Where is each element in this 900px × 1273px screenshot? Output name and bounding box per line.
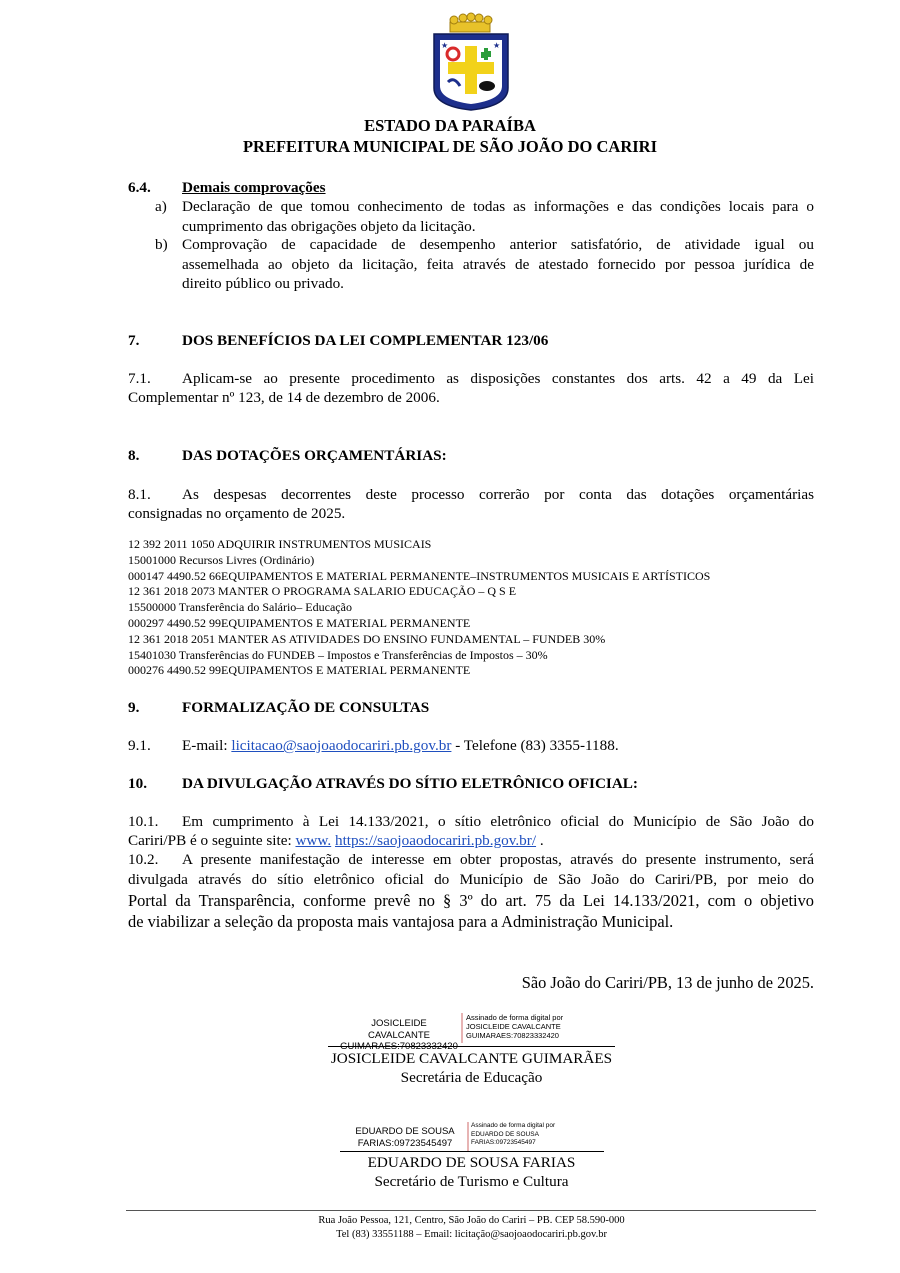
signature-divider xyxy=(461,1013,463,1043)
section-8-title: DAS DOTAÇÕES ORÇAMENTÁRIAS: xyxy=(182,447,447,464)
signer-name: EDUARDO DE SOUSA FARIAS xyxy=(367,1154,576,1171)
coat-of-arms-logo xyxy=(430,12,512,112)
section-7-number: 7. xyxy=(128,332,140,349)
section-6-4-number: 6.4. xyxy=(128,179,151,196)
item-b-line1: Comprovação de capacidade de desempenho anterior satisfatório, de atividade igual ou xyxy=(182,236,814,253)
budget-line: 15401030 Transferências do FUNDEB – Impostos e Transferências de Impostos – 30% xyxy=(128,647,548,662)
svg-text:★: ★ xyxy=(441,41,449,50)
para-8-1-number: 8.1. xyxy=(128,486,151,503)
footer-address: Rua João Pessoa, 121, Centro, São João do Cariri – PB. CEP 58.590-000 xyxy=(318,1215,625,1226)
para-8-1-line2: consignadas no orçamento de 2025. xyxy=(128,505,346,522)
signature-stamp-name xyxy=(346,1126,464,1149)
header-city-hall: PREFEITURA MUNICIPAL DE SÃO JOÃO DO CARIRI xyxy=(242,137,658,156)
stamp-name-line: GUIMARAES:70823332420 xyxy=(340,1041,458,1052)
budget-line: 000297 4490.52 99EQUIPAMENTOS E MATERIAL PERMANENTE xyxy=(128,615,471,630)
signature-line xyxy=(328,1046,615,1047)
svg-text:★: ★ xyxy=(493,41,501,50)
budget-line: 000276 4490.52 99EQUIPAMENTOS E MATERIAL PERMANENTE xyxy=(128,663,471,678)
place-date: São João do Cariri/PB, 13 de junho de 2025. xyxy=(521,973,814,992)
section-6-4-title: Demais comprovações xyxy=(182,179,326,196)
item-b-line2: assemelhada ao objeto da licitação, feita através de atestado fornecido por pessoa jurídica de xyxy=(182,256,814,273)
site-link-url[interactable]: https://saojoaodocariri.pb.gov.br/ xyxy=(334,832,537,849)
para-10-2-number: 10.2. xyxy=(128,851,159,868)
site-link-www[interactable]: www. xyxy=(295,832,332,849)
item-a-line1: Declaração de que tomou conhecimento de todas as informações e das condições locais para o xyxy=(182,198,814,215)
para-7-1-line1: Aplicam-se ao presente procedimento as disposições constantes dos arts. 42 a 49 da Lei xyxy=(182,370,814,387)
phone-text: - Telefone (83) 3355-1188. xyxy=(455,737,619,754)
para-10-2-line2: divulgada através do sítio eletrônico oficial do Município de São João do Cariri/PB, por meio do xyxy=(128,871,814,888)
section-10-title: DA DIVULGAÇÃO ATRAVÉS DO SÍTIO ELETRÔNICO OFICIAL: xyxy=(182,775,638,792)
site-prefix: Cariri/PB é o seguinte site: xyxy=(128,832,292,849)
signature-stamp-note xyxy=(466,1013,563,1040)
budget-line: 15001000 Recursos Livres (Ordinário) xyxy=(128,552,315,567)
signer-role: Secretário de Turismo e Cultura xyxy=(374,1173,569,1190)
footer-contact: Tel (83) 33551188 – Email: licitação@saojoaodocariri.pb.gov.br xyxy=(336,1229,607,1240)
budget-line: 12 361 2018 2051 MANTER AS ATIVIDADES DO ENSINO FUNDAMENTAL – FUNDEB 30% xyxy=(128,631,606,646)
section-9-title: FORMALIZAÇÃO DE CONSULTAS xyxy=(182,699,430,716)
budget-line: 000147 4490.52 66EQUIPAMENTOS E MATERIAL PERMANENTE–INSTRUMENTOS MUSICAIS E ARTÍSTICOS xyxy=(128,568,711,583)
para-10-2-line3: Portal da Transparência, conforme prevê no § 3º do art. 75 da Lei 14.133/2021, com o objetivo xyxy=(128,891,814,910)
budget-line: 12 392 2011 1050 ADQUIRIR INSTRUMENTOS MUSICAIS xyxy=(128,537,432,551)
email-label: E-mail: xyxy=(182,737,228,754)
signature-divider xyxy=(467,1122,469,1152)
para-10-2-line4: de viabilizar a seleção da proposta mais vantajosa para a Administração Municipal. xyxy=(128,912,674,931)
para-10-1-line1: Em cumprimento à Lei 14.133/2021, o sítio eletrônico oficial do Município de São João do xyxy=(182,813,814,830)
para-9-1-number: 9.1. xyxy=(128,737,151,754)
budget-line: 12 361 2018 2073 MANTER O PROGRAMA SALARIO EDUCAÇÃO – Q S E xyxy=(128,584,517,599)
site-suffix: . xyxy=(539,832,544,849)
para-8-1-line1: As despesas decorrentes deste processo correrão por conta das dotações orçamentárias xyxy=(182,486,814,503)
section-10-number: 10. xyxy=(128,775,147,792)
email-link[interactable]: licitacao@saojoaodocariri.pb.gov.br xyxy=(231,737,452,754)
para-10-1-number: 10.1. xyxy=(128,813,159,830)
signature-line xyxy=(340,1151,604,1152)
para-10-2-line1: A presente manifestação de interesse em obter propostas, através do presente instrumento, será xyxy=(182,851,814,868)
signer-name: JOSICLEIDE CAVALCANTE GUIMARÃES xyxy=(330,1050,613,1067)
signature-stamp-name xyxy=(340,1018,458,1053)
section-9-number: 9. xyxy=(128,699,140,716)
item-a-marker: a) xyxy=(155,198,167,215)
stamp-note-line: EDUARDO DE SOUSA xyxy=(471,1130,539,1138)
section-7-title: DOS BENEFÍCIOS DA LEI COMPLEMENTAR 123/06 xyxy=(182,332,549,349)
item-b-line3: direito público ou privado. xyxy=(182,275,344,292)
stamp-note-line: Assinado de forma digital por xyxy=(471,1122,556,1129)
stamp-note-line: GUIMARAES:70823332420 xyxy=(466,1031,559,1040)
stamp-note-line: FARIAS:09723545497 xyxy=(471,1139,536,1146)
stamp-name-line: FARIAS:09723545497 xyxy=(357,1137,453,1149)
signature-stamp-note xyxy=(471,1122,555,1148)
stamp-note-line: JOSICLEIDE CAVALCANTE xyxy=(466,1022,561,1031)
para-10-1-line2 xyxy=(128,831,544,851)
item-a-line2: cumprimento das obrigações objeto da licitação. xyxy=(182,218,476,235)
budget-line: 15500000 Transferência do Salário– Educação xyxy=(128,600,352,615)
budget-lines-list xyxy=(128,537,828,679)
para-7-1-number: 7.1. xyxy=(128,370,151,387)
stamp-note-line: Assinado de forma digital por xyxy=(466,1013,564,1022)
footer-rule xyxy=(126,1210,816,1211)
stamp-name-line: EDUARDO DE SOUSA xyxy=(355,1126,455,1137)
item-b-marker: b) xyxy=(155,236,168,253)
section-8-number: 8. xyxy=(128,447,140,464)
stamp-name-line: JOSICLEIDE CAVALCANTE xyxy=(368,1018,430,1041)
header-state: ESTADO DA PARAÍBA xyxy=(364,116,536,135)
para-9-1-text xyxy=(182,736,619,756)
para-7-1-line2: Complementar nº 123, de 14 de dezembro de 2006. xyxy=(128,389,440,406)
signer-role: Secretária de Educação xyxy=(400,1069,543,1086)
